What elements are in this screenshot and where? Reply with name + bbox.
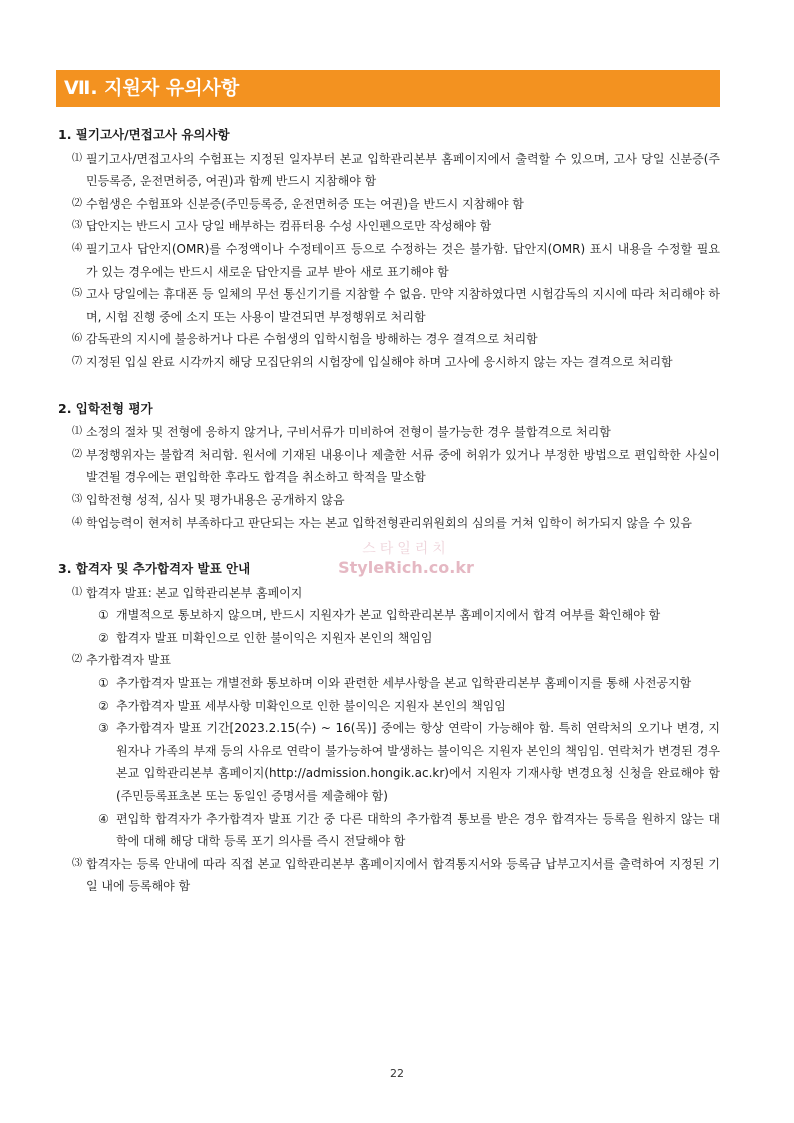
- section-header-bar: [56, 70, 720, 107]
- list-item: ⑴ 합격자 발표: 본교 입학관리본부 홈페이지: [72, 585, 303, 600]
- list-item: ⑵ 부정행위자는 불합격 처리함. 원서에 기재된 내용이나 제출한 서류 중에 허위가 있거나 부정한 방법으로 편입학한 사실이 발견될 경우에는 편입학한 후라도 합격을 취소하고 학적을 말소함: [72, 447, 720, 485]
- list-item: ⑶ 입학전형 성적, 심사 및 평가내용은 공개하지 않음: [72, 492, 345, 507]
- list-item: ⑹ 감독관의 지시에 불응하거나 다른 수험생의 입학시험을 방해하는 경우 결격으로 처리함: [72, 332, 538, 347]
- section-title: 3. 합격자 및 추가합격자 발표 안내: [58, 561, 251, 577]
- section-results-announcement: [58, 558, 720, 898]
- list-item: ⑶ 답안지는 반드시 고사 당일 배부하는 컴퓨터용 수성 사인펜으로만 작성해야 함: [72, 219, 492, 234]
- sub-list-item: ② 합격자 발표 미확인으로 인한 불이익은 지원자 본인의 책임임: [98, 630, 433, 645]
- list-item: ⑴ 소정의 절차 및 전형에 응하지 않거나, 구비서류가 미비하여 전형이 불가능한 경우 불합격으로 처리함: [72, 425, 611, 440]
- list-item: ⑷ 학업능력이 현저히 부족하다고 판단되는 자는 본교 입학전형관리위원회의 심의를 거쳐 입학이 허가되지 않을 수 있음: [72, 515, 693, 530]
- section-header-title: Ⅶ. 지원자 유의사항: [64, 77, 240, 99]
- sub-list-item: ③ 추가합격자 발표 기간[2023.2.15(수) ~ 16(목)] 중에는 항상 연락이 가능해야 함. 특히 연락처의 오기나 변경, 지원자나 가족의 부재 등의 사유로 연락이 불가능하여 발생하는 불이익은 지원자 본인의 책임임. 연락처가 변경된 경우 본교 입학관리본부 홈페이지(http://admission.hongik.ac.kr)에서 지원자 기재사항 변경요청 신청을 완료해야 함(주민등록표초본 또는 동일인 증명서를 제출해야 함): [98, 721, 720, 804]
- sub-list-item: ② 추가합격자 발표 세부사항 미확인으로 인한 불이익은 지원자 본인의 책임임: [98, 698, 506, 713]
- document-body: [58, 124, 720, 922]
- section-title: 1. 필기고사/면접고사 유의사항: [58, 127, 230, 142]
- sub-list-item: ④ 편입학 합격자가 추가합격자 발표 기간 중 다른 대학의 추가합격 통보를 받은 경우 합격자는 등록을 원하지 않는 대학에 대해 해당 대학 등록 포기 의사를 즉시 전달해야 함: [98, 811, 720, 849]
- watermark-text-korean: 스타일리치: [362, 541, 450, 557]
- list-item: ⑵ 추가합격자 발표: [72, 653, 171, 668]
- list-item: ⑴ 필기고사/면접고사의 수험표는 지정된 일자부터 본교 입학관리본부 홈페이지에서 출력할 수 있으며, 고사 당일 신분증(주민등록증, 운전면허증, 여권)과 함께 반드시 지참해야 함: [72, 151, 720, 189]
- section-admission-evaluation: [58, 398, 720, 535]
- section-title: 2. 입학전형 평가: [58, 400, 153, 416]
- watermark-text-url: StyleRich.co.kr: [338, 558, 474, 577]
- section-exam-notes: [58, 124, 720, 374]
- list-item: ⑵ 수험생은 수험표와 신분증(주민등록증, 운전면허증 또는 여권)을 반드시 지참해야 함: [72, 196, 524, 211]
- list-item: ⑶ 합격자는 등록 안내에 따라 직접 본교 입학관리본부 홈페이지에서 합격통지서와 등록금 납부고지서를 출력하여 지정된 기일 내에 등록해야 함: [72, 856, 720, 894]
- sub-list-item: ① 개별적으로 통보하지 않으며, 반드시 지원자가 본교 입학관리본부 홈페이지에서 합격 여부를 확인해야 함: [98, 608, 661, 623]
- sub-list-item: ① 추가합격자 발표는 개별전화 통보하며 이와 관련한 세부사항을 본교 입학관리본부 홈페이지를 통해 사전공지함: [98, 676, 692, 691]
- list-item: ⑺ 지정된 입실 완료 시각까지 해당 모집단위의 시험장에 입실해야 하며 고사에 응시하지 않는 자는 결격으로 처리함: [72, 354, 673, 369]
- page-number: 22: [390, 1067, 404, 1080]
- list-item: ⑷ 필기고사 답안지(OMR)를 수정액이나 수정테이프 등으로 수정하는 것은 불가함. 답안지(OMR) 표시 내용을 수정할 필요가 있는 경우에는 반드시 새로운 답안지를 교부 받아 새로 표기해야 함: [72, 241, 720, 279]
- list-item: ⑸ 고사 당일에는 휴대폰 등 일체의 무선 통신기기를 지참할 수 없음. 만약 지참하였다면 시험감독의 지시에 따라 처리해야 하며, 시험 진행 중에 소지 또는 사용이 발견되면 부정행위로 처리함: [72, 287, 720, 324]
